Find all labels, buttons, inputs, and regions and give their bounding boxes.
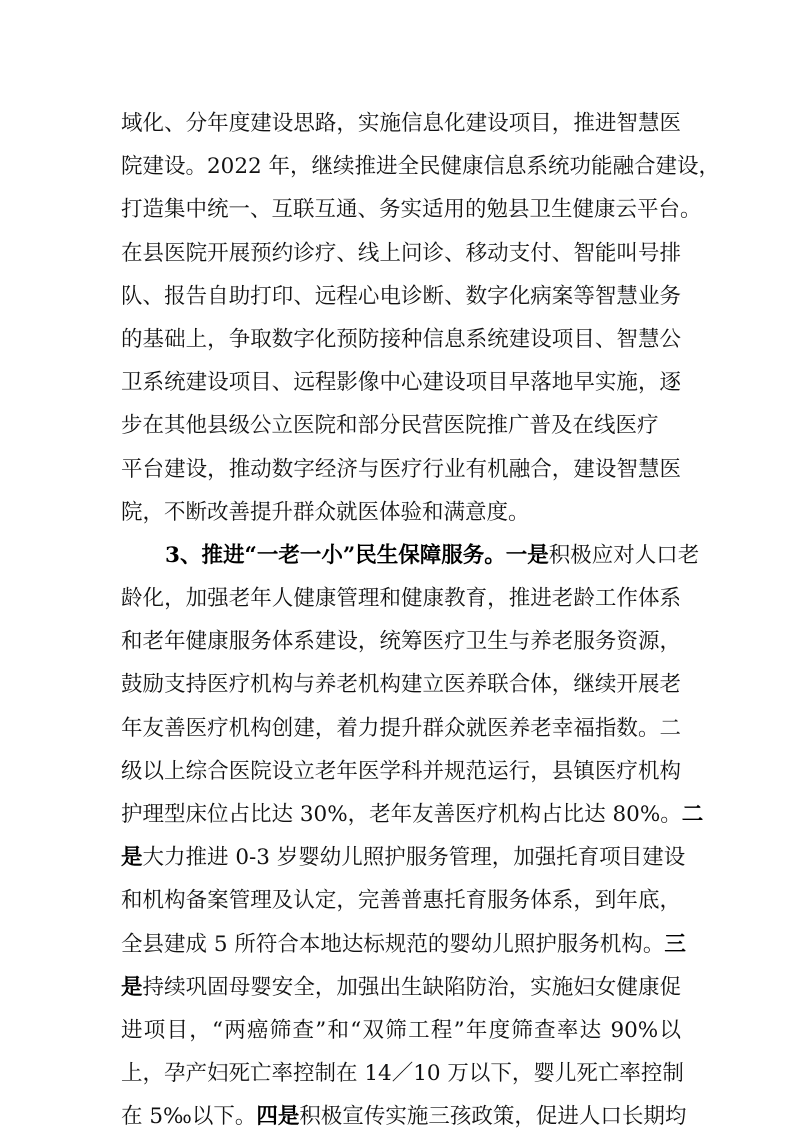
text-line [121, 750, 681, 793]
text-segment: 全县建成 5 所符合本地达标规范的婴幼儿照护服务机构。 [121, 931, 665, 957]
text-line [121, 966, 681, 1009]
text-segment: 鼓励支持医疗机构与养老机构建立医养联合体，继续开展老 [121, 672, 681, 698]
text-line [121, 1052, 684, 1095]
text-segment: 院建设。2022 年，继续推进全民健康信息系统功能融合建设， [121, 154, 721, 180]
text-segment: 龄化，加强老年人健康管理和健康教育，推进老龄工作体系 [121, 586, 681, 612]
text-line [121, 318, 681, 361]
text-line [121, 1095, 687, 1138]
text-line [121, 663, 681, 706]
text-line [121, 491, 681, 534]
text-segment: 护理型床位占比达 30%，老年友善医疗机构占比达 80%。 [121, 802, 682, 827]
text-segment: 级以上综合医院设立老年医学科并规范运行，县镇医疗机构 [121, 758, 681, 784]
text-line [121, 923, 686, 966]
text-line [121, 707, 681, 750]
text-segment: 和机构备案管理及认定，完善普惠托育服务体系，到年底， [121, 888, 681, 914]
bold-text-segment: 三 [664, 931, 686, 957]
text-line [121, 836, 686, 879]
text-line [121, 448, 681, 491]
text-segment: 在县医院开展预约诊疗、线上问诊、移动支付、智能叫号排 [121, 240, 681, 266]
body-text [121, 102, 721, 1139]
text-line [121, 404, 681, 447]
bold-text-segment: 二 [681, 802, 704, 827]
text-line [121, 361, 681, 404]
text-segment: 上，孕产妇死亡率控制在 14／10 万以下，婴儿死亡率控制 [121, 1061, 684, 1087]
bold-text-segment: 四是 [256, 1104, 300, 1130]
text-segment: 院，不断改善提升群众就医体验和满意度。 [121, 499, 530, 525]
text-line [121, 620, 681, 663]
text-line [121, 232, 681, 275]
text-segment: 队、报告自助打印、远程心电诊断、数字化病案等智慧业务 [121, 283, 681, 309]
text-line [121, 145, 721, 188]
bold-text-segment: 是 [121, 845, 143, 871]
text-segment: 打造集中统一、互联互通、务实适用的勉县卫生健康云平台。 [121, 197, 702, 223]
text-segment: 进项目，“两癌筛查”和“双筛工程”年度筛查率达 90%以 [121, 1017, 681, 1043]
text-line [121, 1009, 681, 1052]
text-segment: 的基础上，争取数字化预防接种信息系统建设项目、智慧公 [121, 326, 681, 352]
text-segment: 步在其他县级公立医院和部分民营医院推广普及在线医疗 [121, 413, 659, 439]
text-line [121, 793, 704, 836]
text-line [121, 879, 681, 922]
text-segment: 持续巩固母婴安全，加强出生缺陷防治，实施妇女健康促 [142, 974, 681, 1000]
text-segment: 和老年健康服务体系建设，统筹医疗卫生与养老服务资源， [121, 629, 681, 655]
text-segment: 在 5‰以下。 [121, 1104, 257, 1130]
text-line [121, 577, 681, 620]
text-segment: 年友善医疗机构创建，着力提升群众就医养老幸福指数。二 [121, 715, 681, 741]
text-segment: 平台建设，推动数字经济与医疗行业有机融合，建设智慧医 [121, 456, 681, 482]
text-line [121, 102, 681, 145]
text-segment: 积极宣传实施三孩政策，促进人口长期均 [299, 1104, 687, 1130]
text-segment: 积极应对人口老 [548, 542, 700, 568]
text-segment: 大力推进 0-3 岁婴幼儿照护服务管理，加强托育项目建设 [142, 845, 686, 871]
text-line [121, 534, 700, 577]
text-line [121, 188, 702, 231]
text-segment: 域化、分年度建设思路，实施信息化建设项目，推进智慧医 [121, 111, 681, 136]
bold-text-segment: 是 [121, 974, 143, 1000]
text-segment: 卫系统建设项目、远程影像中心建设项目早落地早实施，逐 [121, 370, 681, 396]
bold-text-segment: 3、推进“一老一小”民生保障服务。一是 [165, 542, 549, 568]
text-line [121, 275, 681, 318]
